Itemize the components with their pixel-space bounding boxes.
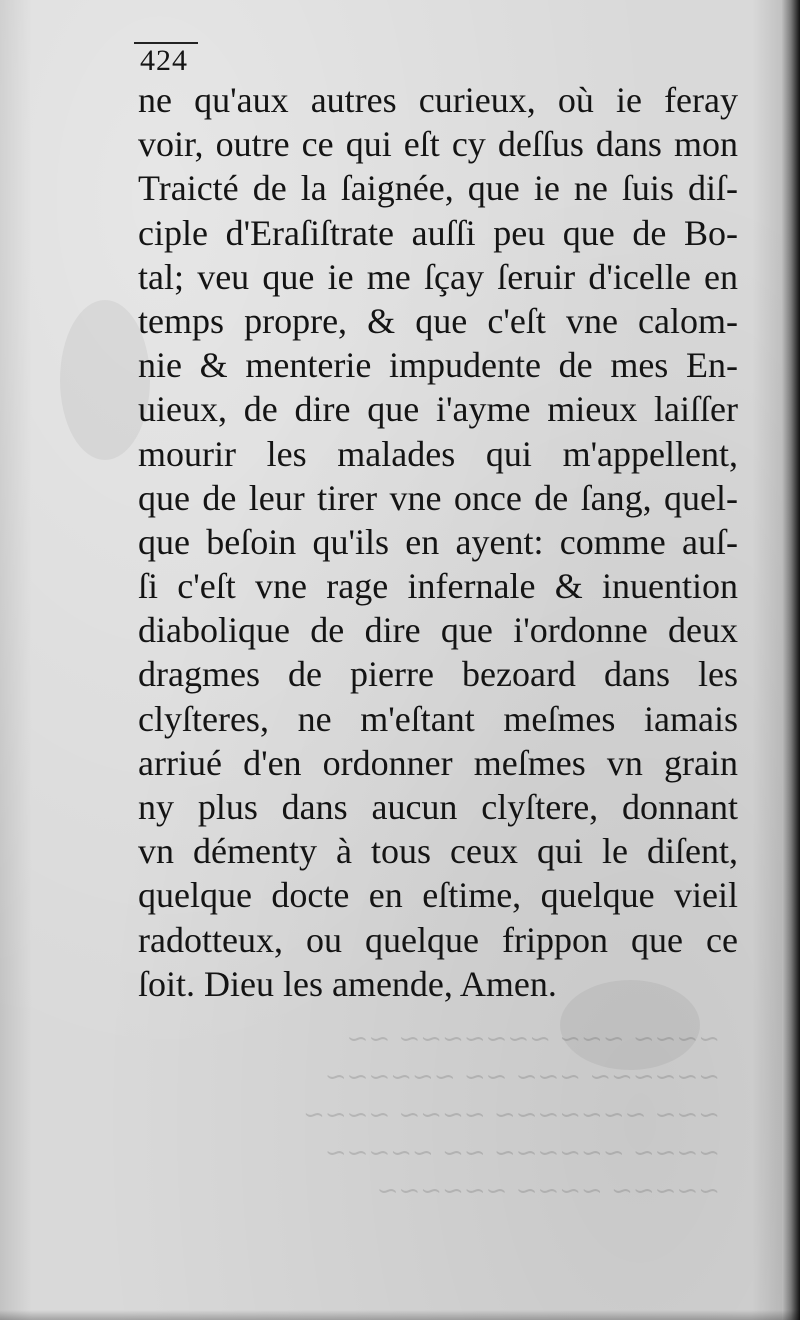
text-line: nie & menterie impudente de mes En- (138, 345, 738, 386)
text-line: tal; veu que ie me ſçay ſeruir d'icelle en (138, 256, 738, 297)
text-line: radotteux, ou quelque frippon que ce (138, 919, 738, 960)
text-line: ciple d'Eraſiſtrate auſſi peu que de Bo- (138, 212, 738, 253)
show-through-text: ~~~~ ~~~ ~~~~~~~ ~~ ~~~~~~ ~~~ ~~ ~~~~~~ ~~~ ~~~~~~~ ~~~~ ~~~~ ~~~~ ~~~~~~ ~~ ~~~~~ ~~~~~ ~~~~ ~~~~~~ (303, 1024, 720, 1206)
paper-stain (60, 300, 150, 460)
text-line: vn démenty à tous ceux qui le diſent, (138, 831, 738, 872)
text-line: ſi c'eſt vne rage infernale & inuention (138, 566, 738, 607)
body-text (138, 78, 738, 1006)
page-edge-shadow (782, 0, 800, 1320)
text-line: temps propre, & que c'eſt vne calom- (138, 300, 738, 341)
text-line: que beſoin qu'ils en ayent: comme auſ- (138, 521, 738, 562)
page-number: 424 (140, 44, 188, 77)
text-line: dragmes de pierre bezoard dans les (138, 654, 738, 695)
text-line: diabolique de dire que i'ordonne deux (138, 610, 738, 651)
text-line: uieux, de dire que i'ayme mieux laiſſer (138, 389, 738, 430)
text-line: ny plus dans aucun clyſtere, donnant (138, 787, 738, 827)
text-line: ne qu'aux autres curieux, où ie feray (138, 80, 738, 120)
text-line: que de leur tirer vne once de ſang, quel- (138, 477, 738, 518)
page-bottom-shadow (0, 1310, 800, 1320)
text-line: mourir les malades qui m'appellent, (138, 433, 738, 474)
text-line: clyſteres, ne m'eſtant meſmes iamais (138, 698, 738, 739)
text-line: ſoit. Dieu les amende, Amen. (138, 963, 557, 1004)
text-line: Traicté de la ſaignée, que ie ne ſuis diſ- (138, 168, 738, 209)
text-line: quelque docte en eſtime, quelque vieil (138, 875, 738, 916)
text-line: voir, outre ce qui eſt cy deſſus dans mon (138, 124, 738, 165)
text-line: arriué d'en ordonner meſmes vn grain (138, 742, 738, 783)
